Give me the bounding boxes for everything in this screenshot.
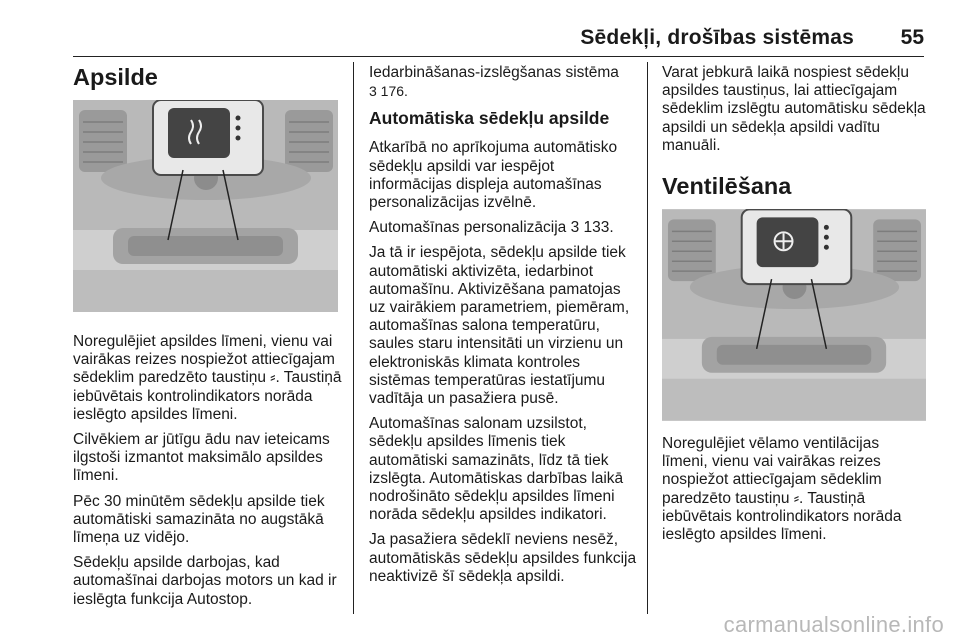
heading-heating: Apsilde (73, 64, 158, 90)
paragraph: Varat jebkurā laikā nospiest sēdekļu apsildes taustiņus, lai attiecīgajam sēdeklim izslēgtu automātisku sēdekļa apsildi un sēdekļa apsildi vadītu manuāli. (662, 64, 926, 154)
intro-text: Iedarbināšanas-izslēgšanas sistēma (369, 64, 619, 81)
paragraph: Pēc 30 minūtēm sēdekļu apsilde tiek automātiski samazināta no augstākā līmeņa uz vidējo. (73, 492, 325, 547)
column-2 (369, 64, 637, 593)
watermark: carmanualsonline.info (723, 612, 944, 637)
paragraph: Atkarībā no aprīkojuma automātisko sēdekļu apsildi var iespējot informācijas displeja automašīnas personalizācijas izvēlnē. (369, 139, 618, 212)
heading-auto-seat-heating: Automātiska sēdekļu apsilde (369, 108, 610, 129)
intro-reference: 3 176. (369, 83, 408, 100)
seat-heating-button-illustration (73, 100, 338, 312)
page-header (73, 26, 924, 52)
page-number: 55 (900, 26, 924, 49)
paragraph: Automašīnas salonam uzsilstot, sēdekļu apsildes līmenis tiek automātiski samazināts, līdz tā tiek izslēgta. Automātiskas darbības laikā nodrošināto sēdekļu apsildes līmeni norāda sēdekļu apsildes indikatori. (369, 415, 624, 524)
column-1 (73, 64, 343, 616)
column-divider-1 (353, 62, 354, 614)
header-rule (73, 56, 924, 57)
paragraph: Noregulējiet apsildes līmeni, vienu vai vairākas reizes nospiežot attiecīgajam sēdeklim paredzēto taustiņu ⸗. Taustiņā iebūvētais kontrolindikators norāda ieslēgto apsildes līmeni. (73, 333, 342, 423)
paragraph: Automašīnas personalizācija 3 133. (369, 219, 614, 237)
paragraph: Sēdekļu apsilde darbojas, kad automašīnai darbojas motors un kad ir ieslēgta funkcija Autostop. (73, 554, 337, 608)
header-title: Sēdekļi, drošības sistēmas (580, 26, 854, 49)
column-divider-2 (647, 62, 648, 614)
seat-ventilation-button-illustration (662, 209, 926, 421)
heading-ventilation: Ventilēšana (662, 173, 792, 200)
paragraph: Ja pasažiera sēdeklī neviens nesēž, automātiskās sēdekļu apsildes funkcija neaktivizē šī sēdekļa apsildi. (369, 531, 637, 585)
paragraph: Cilvēkiem ar jūtīgu ādu nav ieteicams ilgstoši izmantot maksimālo apsildes līmeni. (73, 431, 330, 485)
paragraph: Noregulējiet vēlamo ventilācijas līmeni, vienu vai vairākas reizes nospiežot attiecīgajam sēdeklim paredzēto taustiņu ⸗. Taustiņā iebūvētais kontrolindikators norāda ieslēgto apsildes līmeni. (662, 435, 902, 544)
paragraph: Ja tā ir iespējota, sēdekļu apsilde tiek automātiski aktivizēta, iedarbinot automašīnu. Aktivizēšana pamatojas uz vairākiem parametriem, piemēram, automašīnas salona temperatūru, saules staru intensitāti un virzienu un elektroniskās klimata kontroles sistēmas temperatūras iestatījumu vadītāja un pasažiera pusē. (369, 244, 630, 408)
paragraph (369, 64, 637, 101)
column-3 (662, 64, 927, 551)
